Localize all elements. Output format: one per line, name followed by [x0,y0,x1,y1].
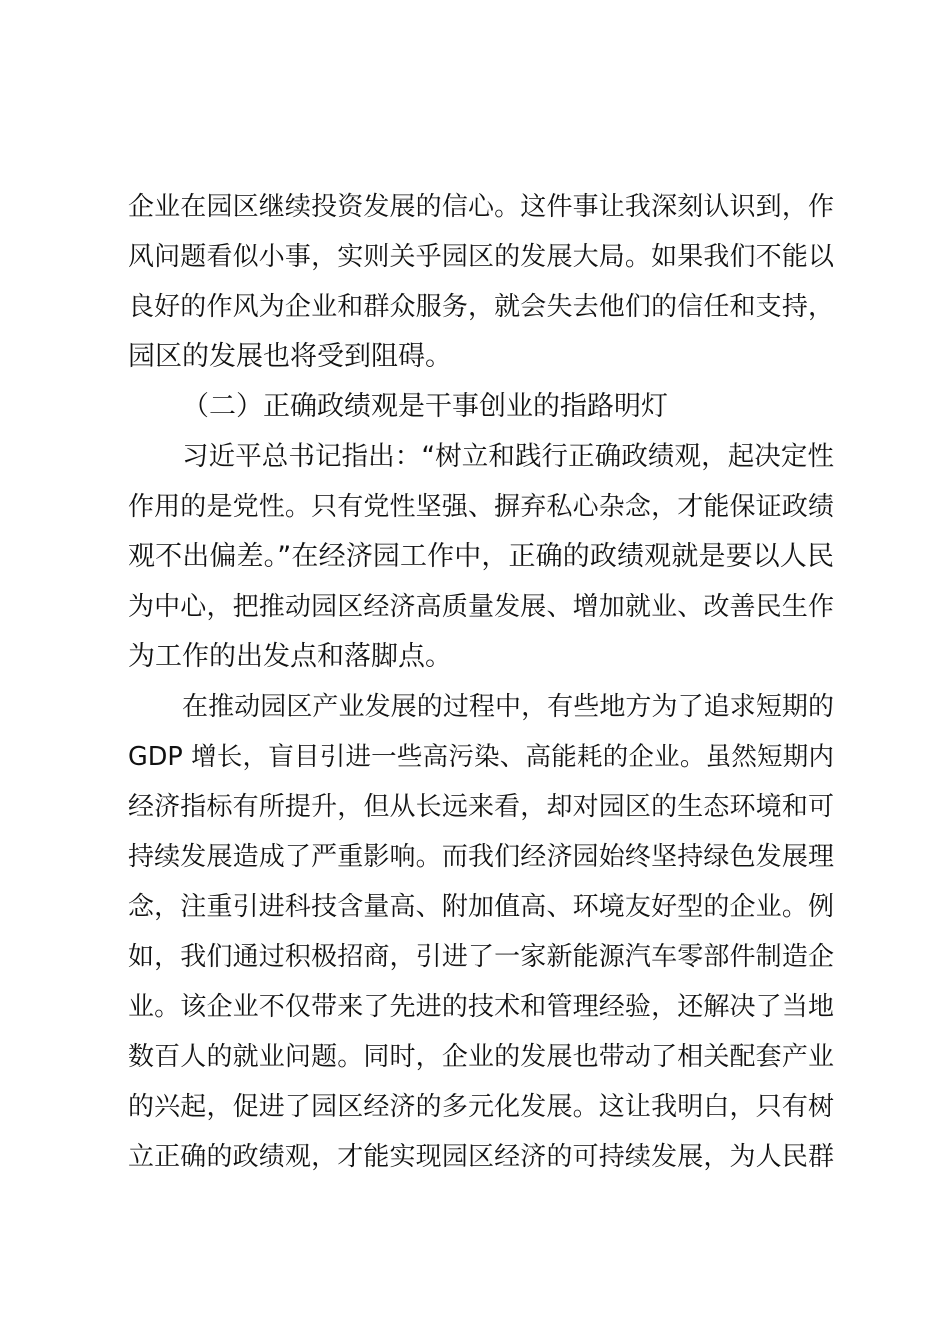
text-line: 企业在园区继续投资发展的信心。这件事让我深刻认识到，作 [128,192,834,222]
text-line: 为中心，把推动园区经济高质量发展、增加就业、改善民生作 [128,592,834,622]
text-line: 如，我们通过积极招商，引进了一家新能源汽车零部件制造企 [128,942,834,972]
text-line: 在推动园区产业发展的过程中，有些地方为了追求短期的 [182,692,834,722]
text-line: 作用的是党性。只有党性坚强、摒弃私心杂念，才能保证政绩 [128,492,834,522]
document-body [128,182,834,1182]
paragraph-2 [128,432,834,682]
text-line: 良好的作风为企业和群众服务，就会失去他们的信任和支持， [128,292,834,322]
text-line: 观不出偏差。”在经济园工作中，正确的政绩观就是要以人民 [128,541,834,572]
text-line: 数百人的就业问题。同时，企业的发展也带动了相关配套产业 [128,1042,834,1072]
text-line: 经济指标有所提升，但从长远来看，却对园区的生态环境和可 [128,792,834,822]
text-line: GDP 增长，盲目引进一些高污染、高能耗的企业。虽然短期内 [128,742,834,772]
text-line: 持续发展造成了严重影响。而我们经济园始终坚持绿色发展理 [128,842,834,872]
text-line: 习近平总书记指出：“树立和践行正确政绩观，起决定性 [182,441,834,472]
text-line: 园区的发展也将受到阻碍。 [128,341,452,372]
paragraph-3 [128,682,834,1182]
text-line: 业。该企业不仅带来了先进的技术和管理经验，还解决了当地 [128,992,834,1022]
text-line: 念，注重引进科技含量高、附加值高、环境友好型的企业。例 [128,892,834,922]
text-line: 为工作的出发点和落脚点。 [128,641,452,672]
paragraph-1 [128,182,834,382]
text-line: 立正确的政绩观，才能实现园区经济的可持续发展，为人民群 [128,1142,834,1172]
text-line: 风问题看似小事，实则关乎园区的发展大局。如果我们不能以 [128,242,834,272]
section-heading: （二）正确政绩观是干事创业的指路明灯 [182,391,668,422]
text-line: 的兴起，促进了园区经济的多元化发展。这让我明白，只有树 [128,1092,834,1122]
